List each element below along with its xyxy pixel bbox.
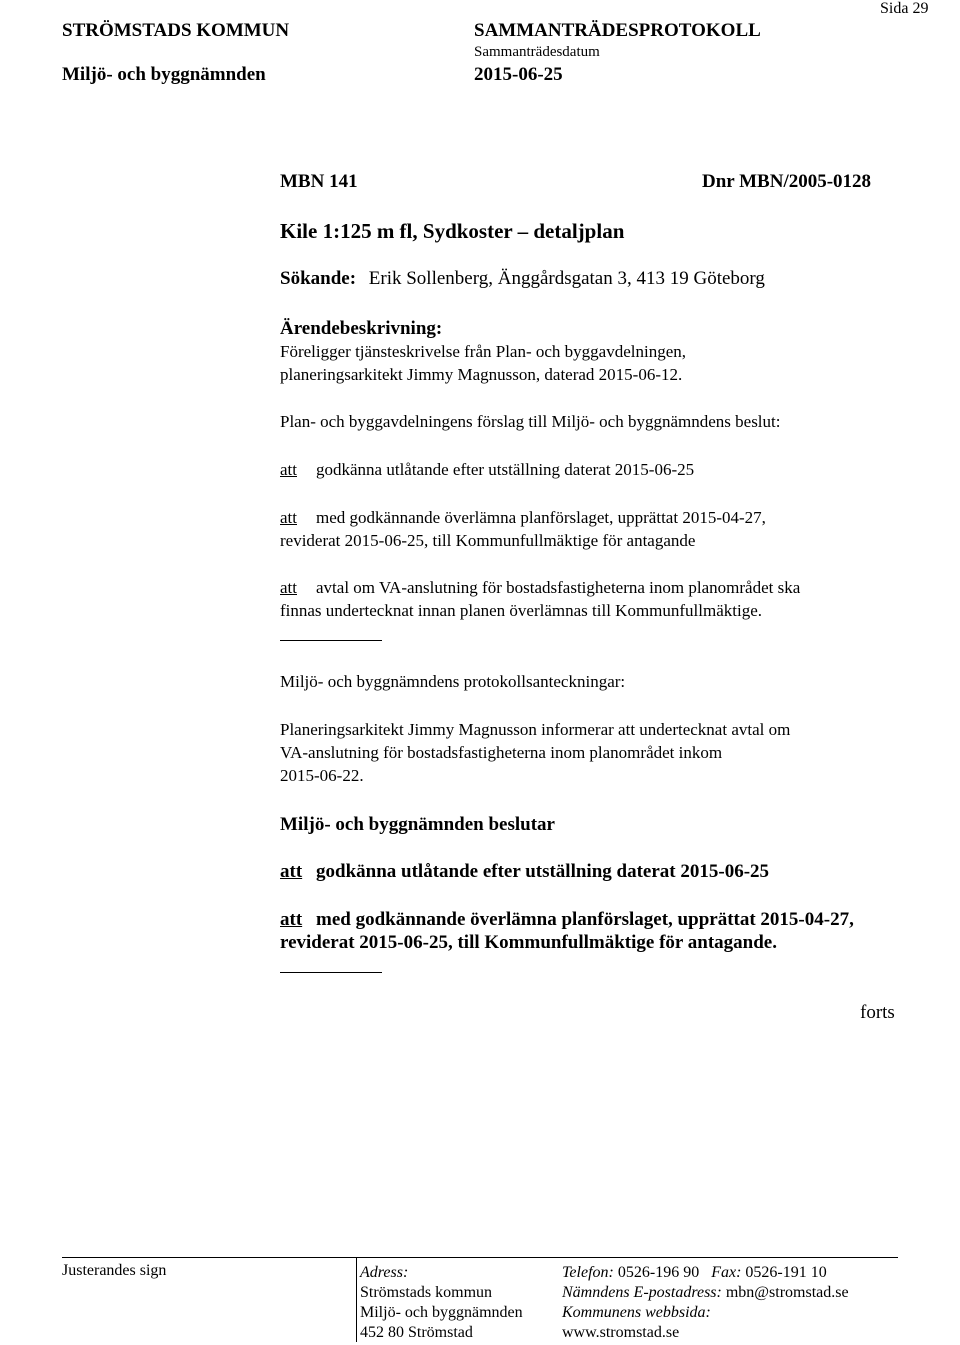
footer-email-label: Nämndens E-postadress: (562, 1284, 722, 1301)
footer-sign-label: Justerandes sign (62, 1262, 167, 1279)
proposal-item-1: godkänna utlåtande efter utställning daterat 2015-06-25 (316, 460, 695, 479)
header-date-label: Sammanträdesdatum (474, 44, 600, 60)
proposal-item-3-line-1: avtal om VA-anslutning för bostadsfastigheterna inom planområdet ska (316, 578, 801, 597)
footer-address-line-3: 452 80 Strömstad (360, 1324, 473, 1341)
footer-divider (356, 1257, 357, 1342)
proposal-att-2: att (280, 508, 297, 527)
footer-fax-label: Fax: (711, 1264, 742, 1281)
footer-address-line-2: Miljö- och byggnämnden (360, 1304, 523, 1321)
decision-att-2: att (280, 909, 303, 930)
description-line-2: planeringsarkitekt Jimmy Magnusson, daterad 2015-06-12. (280, 365, 683, 384)
proposal-item-2-line-2: reviderat 2015-06-25, till Kommunfullmäktige för antagande (280, 531, 696, 550)
decision-heading: Miljö- och byggnämnden beslutar (280, 814, 555, 835)
header-org: STRÖMSTADS KOMMUN (62, 20, 290, 41)
proposal-item-3-line-2: finnas undertecknat innan planen överlämnas till Kommunfullmäktige. (280, 601, 763, 620)
header-committee: Miljö- och byggnämnden (62, 64, 266, 85)
description-line-1: Föreligger tjänsteskrivelse från Plan- och byggavdelningen, (280, 342, 686, 361)
footer-address-line-1: Strömstads kommun (360, 1284, 493, 1301)
proposal-item-2-line-1: med godkännande överlämna planförslaget, upprättat 2015-04-27, (316, 508, 766, 527)
footer-fax: 0526-191 10 (745, 1264, 827, 1281)
notes-line-2: VA-anslutning för bostadsfastigheterna inom planområdet inkom (280, 743, 723, 762)
case-title: Kile 1:125 m fl, Sydkoster – detaljplan (280, 219, 625, 243)
proposal-att-1: att (280, 460, 297, 479)
footer-rule (62, 1257, 898, 1258)
continued-label: forts (860, 1002, 895, 1023)
footer-phone: 0526-196 90 (617, 1264, 700, 1281)
proposal-intro: Plan- och byggavdelningens förslag till Miljö- och byggnämndens beslut: (280, 412, 781, 431)
separator-rule-1 (280, 640, 382, 641)
applicant-value: Erik Sollenberg, Änggårdsgatan 3, 413 19 Göteborg (368, 268, 765, 289)
footer-web-link[interactable]: www.stromstad.se (562, 1324, 680, 1341)
notes-line-1: Planeringsarkitekt Jimmy Magnusson informerar att undertecknat avtal om (280, 720, 791, 739)
notes-line-3: 2015-06-22. (280, 766, 364, 785)
footer-address-label: Adress: (360, 1264, 409, 1281)
decision-item-2-line-2: reviderat 2015-06-25, till Kommunfullmäktige för antagande. (280, 932, 777, 953)
case-number: MBN 141 (280, 171, 358, 192)
description-label: Ärendebeskrivning: (280, 318, 443, 339)
applicant-label: Sökande: (280, 268, 357, 289)
footer-phone-row (562, 1264, 827, 1282)
proposal-att-3: att (280, 578, 297, 597)
decision-item-2-line-1: med godkännande överlämna planförslaget, upprättat 2015-04-27, (316, 909, 854, 930)
applicant-row (280, 268, 765, 290)
header-date: 2015-06-25 (474, 64, 563, 85)
footer-email[interactable]: mbn@stromstad.se (725, 1284, 849, 1301)
decision-att-1: att (280, 861, 303, 882)
separator-rule-2 (280, 972, 382, 973)
page-number: Sida 29 (880, 0, 929, 17)
decision-item-1: godkänna utlåtande efter utställning daterat 2015-06-25 (316, 861, 770, 882)
footer-email-row (562, 1284, 849, 1302)
notes-heading: Miljö- och byggnämndens protokollsanteckningar: (280, 672, 626, 691)
footer-web-label: Kommunens webbsida: (562, 1304, 711, 1321)
header-doc-type: SAMMANTRÄDESPROTOKOLL (474, 20, 761, 41)
footer-phone-label: Telefon: (562, 1264, 614, 1281)
case-dnr: Dnr MBN/2005-0128 (702, 171, 872, 192)
